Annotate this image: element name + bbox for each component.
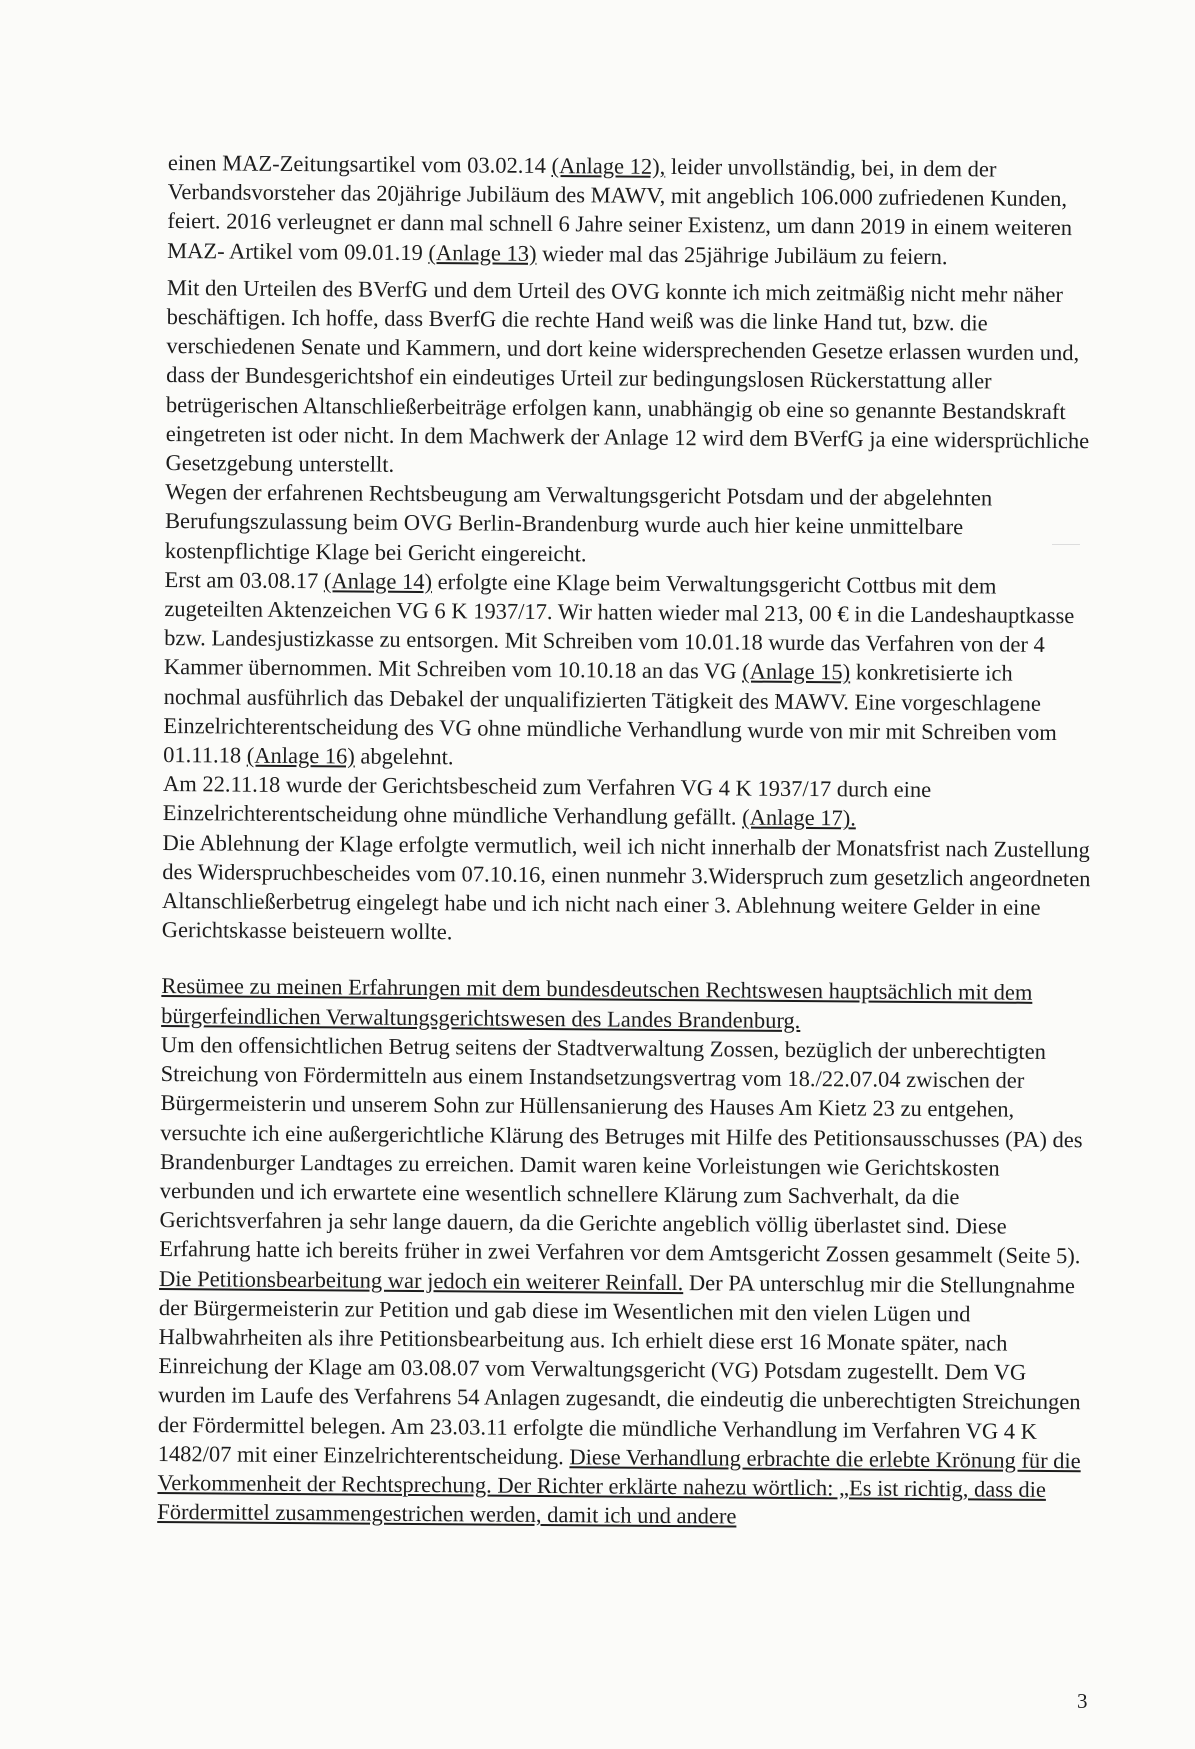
annex-reference: (Anlage 17). xyxy=(742,804,856,831)
text-segment: konkretisierte ich nochmal ausführlich das Debakel der unqualifizierten Tätigkeit des MAWV. Eine vorgeschlagene Einzelrichterentscheidung des VG ohne mündliche Verhandlung wurde von mir mit Schreiben vom 01.11.18 xyxy=(163,659,1057,768)
scan-artifact xyxy=(1052,544,1080,545)
text-segment: Wegen der erfahrenen Rechtsbeugung am Verwaltungsgericht Potsdam und der abgelehnten Berufungszulassung beim OVG Berlin-Brandenburg wurde auch hier keine unmittelbare kostenpflichtige Klage bei Gericht eingereicht. xyxy=(164,479,993,566)
document-body xyxy=(157,148,1098,1534)
page-number: 3 xyxy=(1077,1689,1088,1713)
section-paragraph xyxy=(157,1030,1091,1534)
text-segment: Um den offensichtlichen Betrug seitens der Stadtverwaltung Zossen, bezüglich der unberechtigten Streichung von Fördermitteln aus einem Instandsetzungsvertrag vom 18./22.07.04 zwischen der Bürgermeisterin und unserem Sohn zur Hüllensanierung des Hauses Am Kietz 23 zu entgehen, versuchte ich eine außergerichtliche Klärung des Betruges mit Hilfe des Petitionsausschusses (PA) des Brandenburger Landtages zu erreichen. Damit waren keine Vorleistungen wie Gerichtskosten verbunden und ich erwartete eine wesentlich schnellere Klärung zum Sachverhalt, da die Gerichtsverfahren ja sehr lange dauern, da die Gerichte angeblich völlig überlastet sind. Diese Erfahrung hatte ich bereits früher in zwei Verfahren vor dem Amtsgericht Zossen gesammelt (Seite 5). xyxy=(159,1031,1083,1269)
paragraph-6 xyxy=(162,828,1093,952)
text-segment: Der PA unterschlug mir die Stellungnahme der Bürgermeisterin zur Petition und gab diese im Wesentlichen mit den vielen Lügen und Halbwahrheiten als ihre Petitionsbearbeitung aus. Ich erhielt diese erst 16 Monate später, nach Einreichung der Klage am 03.08.07 vom Verwaltungsgericht (VG) Potsdam zugestellt. Dem VG wurden im Laufe des Verfahrens 54 Anlagen zugesandt, die eindeutig die unberechtigten Streichungen der Fördermittel belegen. Am 23.03.11 erfolgte die mündliche Verhandlung im Verfahren VG 4 K 1482/07 mit einer Einzelrichterentscheidung. xyxy=(157,1269,1081,1469)
annex-reference: (Anlage 15) xyxy=(742,658,851,685)
paragraph-4 xyxy=(163,565,1095,777)
text-segment: Mit den Urteilen des BVerfG und dem Urteil des OVG konnte ich mich zeitmäßig nicht mehr näher beschäftigen. Ich hoffe, dass BverfG die rechte Hand weiß was die linke Hand tut, bzw. die verschiedenen Senate und Kammern, und dort keine widersprechenden Gesetze erlassen wurden und, dass der Bundesgerichtshof ein eindeutiges Urteil zur bedingungslosen Rückerstattung aller betrügerischen Altanschließerbeiträge erfolgen kann, unabhängig ob eine so genannte Bestandskraft eingetreten ist oder nicht. In dem Machwerk der Anlage 12 wird dem BVerfG ja eine widersprüchliche Gesetzgebung unterstellt. xyxy=(165,274,1090,477)
text-segment: einen MAZ-Zeitungsartikel vom 03.02.14 xyxy=(167,149,552,179)
text-segment: abgelehnt. xyxy=(354,743,454,770)
text-segment: Am 22.11.18 wurde der Gerichtsbescheid zum Verfahren VG 4 K 1937/17 durch eine Einzelrichterentscheidung ohne mündliche Verhandlung gefällt. xyxy=(162,771,932,830)
text-segment: wieder mal das 25jährige Jubiläum zu feiern. xyxy=(536,240,948,269)
emphasis-underlined: Diese Verhandlung erbrachte die erlebte Krönung für die Verkommenheit der Rechtsprechung. Der Richter erklärte nahezu wörtlich: „Es ist richtig, dass die Fördermittel zusammengestrichen werden, damit ich und andere xyxy=(157,1443,1081,1529)
text-segment: Erst am 03.08.17 xyxy=(164,566,325,594)
text-segment: erfolgte eine Klage beim Verwaltungsgericht Cottbus mit dem zugeteilten Aktenzeichen VG 6 K 1937/17. Wir hatten wieder mal 213, 00 € in die Landeshauptkasse bzw. Landesjustizkasse zu entsorgen. Mit Schreiben vom 10.01.18 wurde das Verfahren von der 4 Kammer übernommen. Mit Schreiben vom 10.10.18 an das VG xyxy=(163,568,1075,684)
section-heading: Resümee zu meinen Erfahrungen mit dem bundesdeutschen Rechtswesen hauptsächlich mit dem bürgerfeindlichen Verwaltungsgerichtswesen des Landes Brandenburg. xyxy=(161,973,1033,1033)
text-segment: Die Ablehnung der Klage erfolgte vermutlich, weil ich nicht innerhalb der Monatsfrist nach Zustellung des Widerspruchbescheides vom 07.10.16, einen nunmehr 3.Widerspruch zum gesetzlich angeordneten Altanschließerbetrug eingelegt habe und ich nicht nach einer 3. Ablehnung weitere Gelder in eine Gerichtskasse beisteuern wollte. xyxy=(161,829,1091,945)
paragraph-3 xyxy=(165,477,1096,572)
annex-reference: (Anlage 12), xyxy=(551,153,666,179)
annex-reference: (Anlage 16) xyxy=(246,742,355,769)
text-segment: leider unvollständig, bei, in dem der Verbandsvorsteher das 20jährige Jubiläum des MAWV, mit angeblich 106.000 zufriedenen Kunden, feiert. 2016 verleugnet er dann mal schnell 6 Jahre seiner Existenz, um dann 2019 in einem weiteren MAZ- Artikel vom 09.01.19 xyxy=(167,153,1073,265)
annex-reference: (Anlage 14) xyxy=(323,568,433,594)
paragraph-1 xyxy=(167,148,1098,272)
paragraph-5 xyxy=(163,769,1093,835)
emphasis-underlined: Die Petitionsbearbeitung war jedoch ein weiterer Reinfall. xyxy=(159,1265,684,1295)
annex-reference: (Anlage 13) xyxy=(428,239,537,266)
paragraph-2 xyxy=(165,273,1097,485)
